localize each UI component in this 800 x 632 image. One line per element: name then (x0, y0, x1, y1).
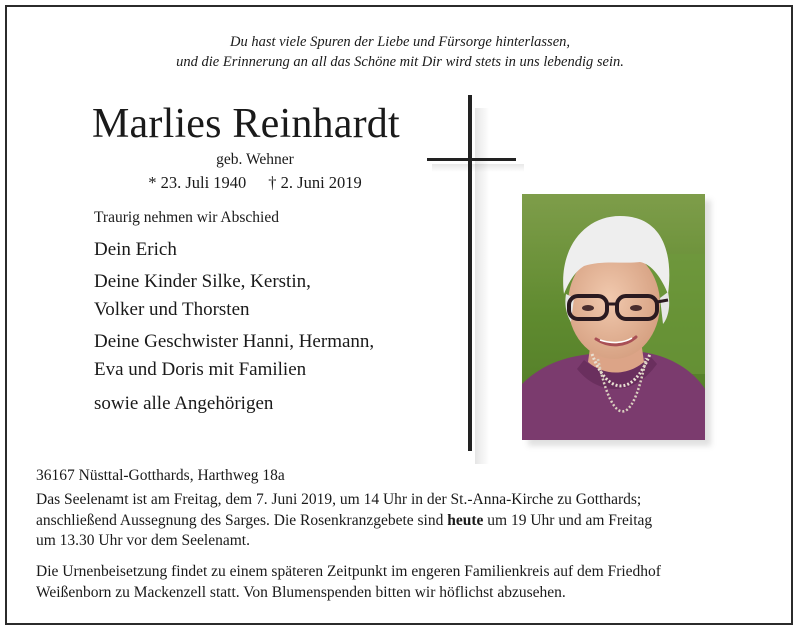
birth-date: * 23. Juli 1940 (148, 173, 247, 192)
mourner-line: Volker und Thorsten (94, 299, 250, 320)
service-today: heute (447, 511, 484, 529)
motto-line-1: Du hast viele Spuren der Liebe und Fürsorge hinterlassen, (229, 34, 571, 50)
burial-line: Weißenborn zu Mackenzell statt. Von Blumenspenden bitten wir höflichst abzusehen. (36, 583, 566, 601)
burial-info (36, 562, 772, 603)
motto-line-2: und die Erinnerung an all das Schöne mit Dir wird stets in uns lebendig sein. (176, 54, 624, 70)
cross-shadow (475, 108, 489, 464)
service-line: Das Seelenamt ist am Freitag, dem 7. Juni 2019, um 14 Uhr in der St.-Anna-Kirche zu Gotthards; (36, 491, 642, 508)
death-date: † 2. Juni 2019 (268, 173, 362, 192)
mourner-line: Deine Geschwister Hanni, Hermann, (94, 331, 375, 352)
life-dates (92, 172, 418, 194)
burial-line: Die Urnenbeisetzung findet zu einem späteren Zeitpunkt im engeren Familienkreis auf dem Friedhof (36, 563, 661, 580)
portrait-image (522, 194, 705, 440)
cross-shadow (432, 164, 524, 172)
mourners-intro: Traurig nehmen wir Abschied (94, 209, 279, 226)
deceased-name: Marlies Reinhardt (92, 101, 400, 147)
service-line: um 13.30 Uhr vor dem Seelenamt. (36, 532, 250, 549)
motto (0, 32, 800, 72)
mourner-line: Eva und Doris mit Familien (94, 359, 307, 380)
mourner-line: sowie alle Angehörigen (94, 393, 274, 414)
portrait-photo (522, 194, 705, 440)
address: 36167 Nüsttal-Gotthards, Harthweg 18a (36, 467, 285, 484)
mourner-line: Deine Kinder Silke, Kerstin, (94, 271, 311, 292)
cross-icon-bar (427, 158, 516, 161)
service-text: um 19 Uhr und am Freitag (483, 511, 653, 529)
service-info (36, 490, 772, 552)
born-name: geb. Wehner (216, 151, 294, 168)
mourner-line: Dein Erich (94, 239, 177, 260)
service-text: anschließend Aussegnung des Sarges. Die Rosenkranzgebete sind (36, 511, 448, 529)
cross-icon (468, 95, 472, 451)
service-line (36, 511, 772, 532)
